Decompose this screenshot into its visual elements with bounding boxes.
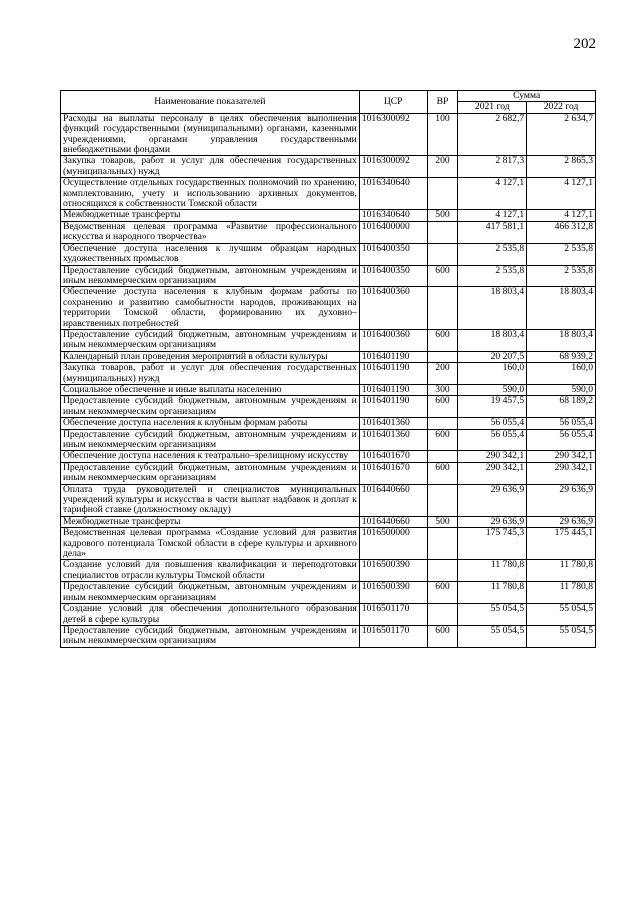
row-sum-2022: 18 803,4 (527, 287, 596, 330)
table-row (61, 210, 596, 221)
header-year-2022: 2022 год (527, 102, 596, 113)
table-row (61, 604, 596, 626)
row-sum-2022: 160,0 (527, 363, 596, 385)
row-name: Осуществление отдельных государственных полномочий по хранению, комплектованию, учету и использованию архивных документов, относящихся к собственности Томской области (61, 178, 360, 210)
row-csr: 1016501170 (359, 604, 427, 626)
row-name: Социальное обеспечение и иные выплаты населению (61, 384, 360, 395)
row-name: Закупка товаров, работ и услуг для обеспечения государственных (муниципальных) нужд (61, 363, 360, 385)
row-sum-2021: 4 127,1 (458, 210, 527, 221)
row-vr: 500 (427, 210, 458, 221)
row-name: Обеспечение доступа населения к лучшим образцам народных художественных промыслов (61, 243, 360, 265)
row-vr: 200 (427, 156, 458, 178)
row-vr: 600 (427, 396, 458, 418)
row-sum-2021: 55 054,5 (458, 625, 527, 647)
row-vr (427, 221, 458, 243)
header-csr: ЦСР (359, 91, 427, 114)
row-csr: 1016500000 (359, 528, 427, 560)
row-sum-2021: 175 745,3 (458, 528, 527, 560)
row-sum-2022: 55 054,5 (527, 625, 596, 647)
table-row (61, 516, 596, 527)
row-sum-2022: 29 636,9 (527, 516, 596, 527)
row-csr: 1016300092 (359, 156, 427, 178)
row-sum-2022: 18 803,4 (527, 329, 596, 351)
row-sum-2022: 2 535,8 (527, 243, 596, 265)
table-row (61, 363, 596, 385)
row-sum-2021: 29 636,9 (458, 516, 527, 527)
row-sum-2021: 417 581,1 (458, 221, 527, 243)
row-vr (427, 178, 458, 210)
row-csr: 1016500390 (359, 560, 427, 582)
row-csr: 1016401190 (359, 396, 427, 418)
page-number: 202 (573, 36, 596, 52)
row-sum-2021: 290 342,1 (458, 462, 527, 484)
row-name: Межбюджетные трансферты (61, 516, 360, 527)
row-name: Создание условий для обеспечения дополнительного образования детей в сфере культуры (61, 604, 360, 626)
row-sum-2021: 290 342,1 (458, 451, 527, 462)
row-sum-2022: 11 780,8 (527, 582, 596, 604)
row-sum-2022: 4 127,1 (527, 178, 596, 210)
row-name: Предоставление субсидий бюджетным, автономным учреждениям и иным некоммерческим организациям (61, 396, 360, 418)
row-sum-2021: 55 054,5 (458, 604, 527, 626)
row-vr (427, 287, 458, 330)
table-row (61, 221, 596, 243)
row-vr: 500 (427, 516, 458, 527)
table-row (61, 462, 596, 484)
row-vr: 600 (427, 582, 458, 604)
row-sum-2022: 4 127,1 (527, 210, 596, 221)
row-vr (427, 604, 458, 626)
row-name: Предоставление субсидий бюджетным, автономным учреждениям и иным некоммерческим организациям (61, 582, 360, 604)
row-sum-2022: 56 055,4 (527, 418, 596, 429)
row-sum-2022: 466 312,8 (527, 221, 596, 243)
row-vr: 600 (427, 265, 458, 287)
row-csr: 1016401360 (359, 418, 427, 429)
row-name: Обеспечение доступа населения к клубным формам работы (61, 418, 360, 429)
row-name: Календарный план проведения мероприятий в области культуры (61, 351, 360, 362)
row-sum-2021: 18 803,4 (458, 287, 527, 330)
row-sum-2021: 56 055,4 (458, 418, 527, 429)
table-row (61, 287, 596, 330)
row-sum-2021: 11 780,8 (458, 560, 527, 582)
row-sum-2021: 18 803,4 (458, 329, 527, 351)
row-csr: 1016340640 (359, 210, 427, 221)
row-vr (427, 243, 458, 265)
row-sum-2021: 19 457,5 (458, 396, 527, 418)
table-row (61, 178, 596, 210)
row-sum-2021: 20 207,5 (458, 351, 527, 362)
row-sum-2022: 29 636,9 (527, 484, 596, 516)
table-row (61, 265, 596, 287)
row-vr (427, 351, 458, 362)
table-row (61, 329, 596, 351)
row-vr: 100 (427, 113, 458, 156)
table-row (61, 582, 596, 604)
header-name: Наименование показателей (61, 91, 360, 114)
row-vr: 200 (427, 363, 458, 385)
row-csr: 1016401670 (359, 451, 427, 462)
row-name: Обеспечение доступа населения к театрально–зрелищному искусству (61, 451, 360, 462)
row-name: Предоставление субсидий бюджетным, автономным учреждениям и иным некоммерческим организациям (61, 462, 360, 484)
row-sum-2022: 590,0 (527, 384, 596, 395)
table-header (61, 91, 596, 114)
row-sum-2021: 590,0 (458, 384, 527, 395)
row-csr: 1016401360 (359, 429, 427, 451)
row-name: Предоставление субсидий бюджетным, автономным учреждениям и иным некоммерческим организациям (61, 265, 360, 287)
header-year-2021: 2021 год (458, 102, 527, 113)
row-sum-2021: 2 535,8 (458, 243, 527, 265)
row-vr (427, 528, 458, 560)
row-csr: 1016401670 (359, 462, 427, 484)
row-vr: 600 (427, 625, 458, 647)
row-sum-2022: 290 342,1 (527, 462, 596, 484)
row-sum-2021: 2 682,7 (458, 113, 527, 156)
header-vr: ВР (427, 91, 458, 114)
row-csr: 1016340640 (359, 178, 427, 210)
row-sum-2022: 2 535,8 (527, 265, 596, 287)
row-sum-2021: 2 817,3 (458, 156, 527, 178)
table-row (61, 384, 596, 395)
row-csr: 1016401190 (359, 351, 427, 362)
table-row (61, 113, 596, 156)
table-row (61, 451, 596, 462)
row-csr: 1016440660 (359, 484, 427, 516)
table-row (61, 560, 596, 582)
row-sum-2021: 2 535,8 (458, 265, 527, 287)
row-name: Предоставление субсидий бюджетным, автономным учреждениям и иным некоммерческим организациям (61, 429, 360, 451)
row-name: Предоставление субсидий бюджетным, автономным учреждениям и иным некоммерческим организациям (61, 625, 360, 647)
row-sum-2021: 4 127,1 (458, 178, 527, 210)
row-csr: 1016401190 (359, 384, 427, 395)
row-vr: 300 (427, 384, 458, 395)
row-name: Межбюджетные трансферты (61, 210, 360, 221)
row-sum-2022: 68 939,2 (527, 351, 596, 362)
row-name: Ведомственная целевая программа «Развитие профессионального искусства и народного творчества» (61, 221, 360, 243)
row-sum-2021: 160,0 (458, 363, 527, 385)
table-row (61, 396, 596, 418)
table-row (61, 625, 596, 647)
row-csr: 1016400350 (359, 265, 427, 287)
row-sum-2022: 56 055,4 (527, 429, 596, 451)
row-name: Расходы на выплаты персоналу в целях обеспечения выполнения функций государственными (муниципальными) органами, казенными учреждениями, органами управления государственными внебюджетными фондами (61, 113, 360, 156)
row-sum-2022: 68 189,2 (527, 396, 596, 418)
table-row (61, 418, 596, 429)
row-vr: 600 (427, 462, 458, 484)
table-row (61, 243, 596, 265)
row-csr: 1016401190 (359, 363, 427, 385)
row-name: Предоставление субсидий бюджетным, автономным учреждениям и иным некоммерческим организациям (61, 329, 360, 351)
row-vr (427, 560, 458, 582)
row-sum-2022: 55 054,5 (527, 604, 596, 626)
row-csr: 1016501170 (359, 625, 427, 647)
table-row (61, 156, 596, 178)
table-row (61, 528, 596, 560)
row-sum-2021: 56 055,4 (458, 429, 527, 451)
table-row (61, 351, 596, 362)
row-name: Обеспечение доступа населения к клубным формам работы по сохранению и развитию самобытности народов, проживающих на территории Томской области, формированию их духовно–нравственных потребностей (61, 287, 360, 330)
row-csr: 1016400350 (359, 243, 427, 265)
row-vr: 600 (427, 429, 458, 451)
row-name: Оплата труда руководителей и специалистов муниципальных учреждений культуры и искусства в части выплат надбавок и доплат к тарифной ставке (должностному окладу) (61, 484, 360, 516)
row-csr: 1016300092 (359, 113, 427, 156)
row-sum-2022: 175 445,1 (527, 528, 596, 560)
row-sum-2022: 2 865,3 (527, 156, 596, 178)
row-csr: 1016400360 (359, 329, 427, 351)
row-name: Закупка товаров, работ и услуг для обеспечения государственных (муниципальных) нужд (61, 156, 360, 178)
row-sum-2022: 290 342,1 (527, 451, 596, 462)
row-csr: 1016400000 (359, 221, 427, 243)
row-name: Создание условий для повышения квалификации и переподготовки специалистов отрасли культуры Томской области (61, 560, 360, 582)
header-sum: Сумма (458, 91, 596, 102)
row-csr: 1016500390 (359, 582, 427, 604)
row-sum-2022: 2 634,7 (527, 113, 596, 156)
row-vr (427, 418, 458, 429)
table-row (61, 484, 596, 516)
row-name: Ведомственная целевая программа «Создание условий для развития кадрового потенциала Томской области в сфере культуры и архивного дела» (61, 528, 360, 560)
table-body (61, 113, 596, 647)
row-sum-2021: 11 780,8 (458, 582, 527, 604)
budget-table (60, 90, 596, 648)
row-csr: 1016400360 (359, 287, 427, 330)
row-vr: 600 (427, 329, 458, 351)
table-row (61, 429, 596, 451)
row-sum-2022: 11 780,8 (527, 560, 596, 582)
row-sum-2021: 29 636,9 (458, 484, 527, 516)
row-vr (427, 451, 458, 462)
row-csr: 1016440660 (359, 516, 427, 527)
row-vr (427, 484, 458, 516)
